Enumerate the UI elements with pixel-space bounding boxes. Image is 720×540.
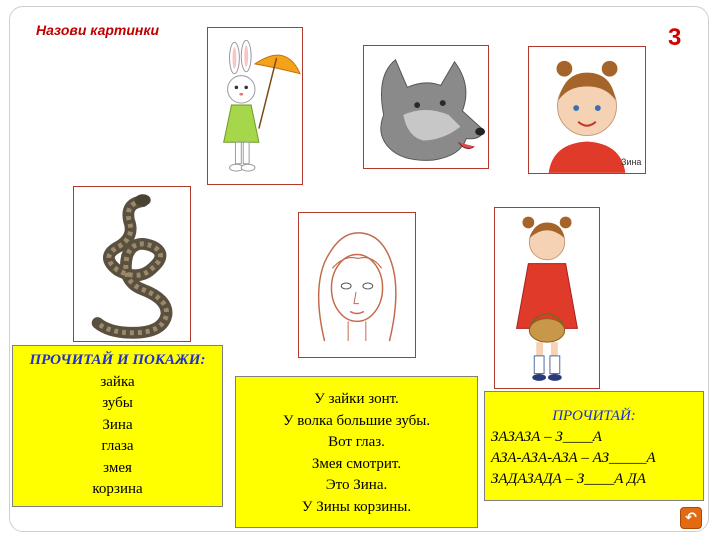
sentences-box xyxy=(235,376,478,528)
bunny-picture xyxy=(207,27,303,185)
girl-name-caption: Зина xyxy=(621,157,642,167)
read-and-show-box xyxy=(12,345,223,507)
word-item: зайка xyxy=(100,373,135,390)
page-number: 3 xyxy=(668,24,682,51)
return-arrow-icon: ↶ xyxy=(685,510,697,526)
word-item: корзина xyxy=(92,481,143,497)
sentence-line: Змея смотрит. xyxy=(311,455,402,472)
sentence-line: У зайки зонт. xyxy=(314,391,399,407)
sentence-line: Вот глаз. xyxy=(328,434,385,450)
return-button[interactable] xyxy=(680,507,702,529)
word-item: глаза xyxy=(101,438,134,454)
girl-portrait-picture xyxy=(528,46,646,174)
snake-picture xyxy=(73,186,191,342)
sentence-line: У Зины корзины. xyxy=(301,498,412,515)
word-item: змея xyxy=(103,459,132,476)
girl-with-basket-picture xyxy=(494,207,600,389)
syllable-line: ЗАДАЗАДА – З____А ДА xyxy=(491,471,646,487)
sentence-line: Это Зина. xyxy=(325,477,388,493)
word-item: Зина xyxy=(102,416,133,433)
sentence-line: У волка большие зубы. xyxy=(282,412,431,429)
word-item: зубы xyxy=(102,395,133,411)
syllable-line: АЗА-АЗА-АЗА – АЗ_____А xyxy=(491,450,656,466)
syllable-line: ЗАЗАЗА – З____А xyxy=(491,429,602,445)
read-and-show-heading: ПРОЧИТАЙ И ПОКАЖИ: xyxy=(29,352,206,368)
page-title: Назови картинки xyxy=(36,22,160,38)
read-syllables-heading: ПРОЧИТАЙ: xyxy=(552,408,636,424)
read-syllables-box xyxy=(484,391,704,501)
wolf-picture xyxy=(363,45,489,169)
face-outline-picture xyxy=(298,212,416,358)
